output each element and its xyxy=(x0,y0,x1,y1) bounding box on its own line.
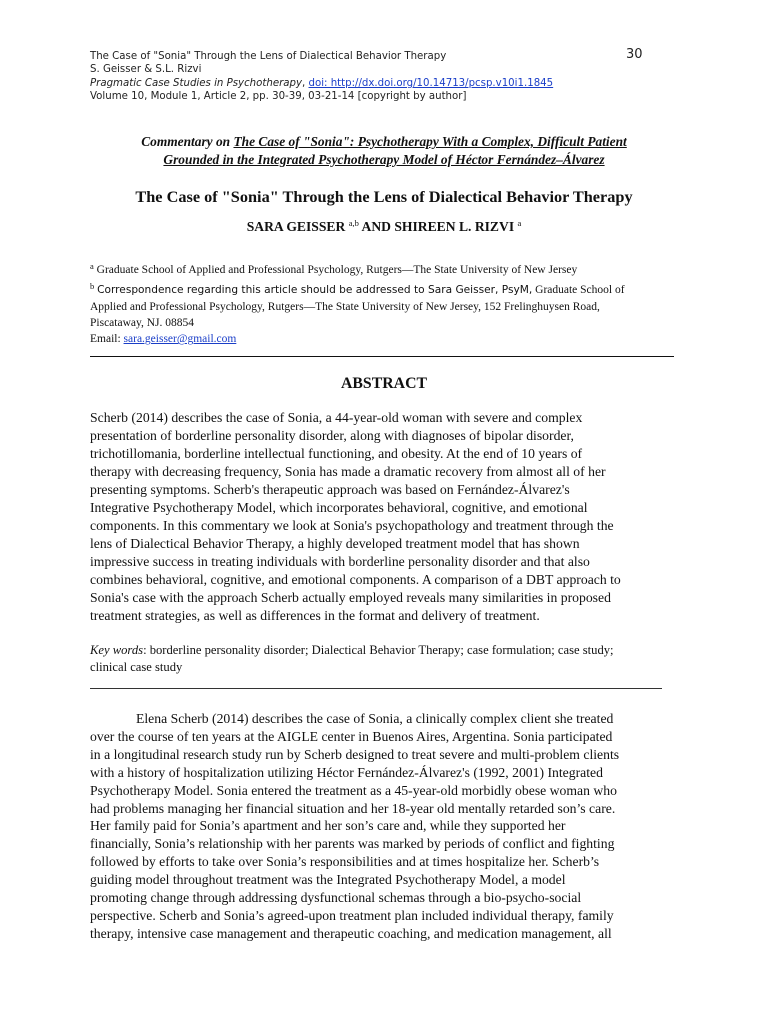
header-authors: S. Geisser & S.L. Rizvi xyxy=(90,64,202,76)
body-line: financially, Sonia’s relationship with her parents was marked by periods of conflict and fighting xyxy=(90,836,615,852)
header-volume: Volume 10, Module 1, Article 2, pp. 30-39, 03-21-14 [copyright by author] xyxy=(90,91,467,103)
body-line: therapy, intensive case management and therapeutic coaching, and medication management, all xyxy=(90,925,612,941)
abstract-divider xyxy=(90,688,662,689)
header-divider xyxy=(90,356,674,357)
correspondence-text-2: Graduate School of xyxy=(535,284,625,297)
correspondence-text: Correspondence regarding this article should be addressed to Sara Geisser, PsyM, xyxy=(97,284,533,297)
running-header xyxy=(90,50,650,104)
body-line: Psychotherapy Model. Sonia entered the treatment as a 45-year-old morbidly obese woman who xyxy=(90,782,617,798)
abstract-line: combines behavioral, cognitive, and emotional components. A comparison of a DBT approach to xyxy=(90,572,621,587)
abstract-line: presenting symptoms. Scherb's therapeutic approach was based on Fernández-Álvarez's xyxy=(90,482,570,497)
author-2-affiliation: a xyxy=(517,218,522,228)
body-line: had problems managing her financial situation and her 18-year old mentally retarded son’s care. xyxy=(90,800,616,816)
abstract-line: trichotillomania, borderline intellectual functioning, and obesity. At the end of 10 years of xyxy=(90,446,583,461)
commentary-title-line2: Grounded in the Integrated Psychotherapy Model of Héctor Fernández–Álvarez xyxy=(163,152,605,167)
abstract-line: lens of Dialectical Behavior Therapy, a highly developed treatment model that has shown xyxy=(90,536,580,551)
body-line: with a history of hospitalization utilizing Héctor Fernández-Álvarez's (1992, 2001) Integrated xyxy=(90,764,603,780)
doi-link[interactable]: doi: http://dx.doi.org/10.14713/pcsp.v10i1.1845 xyxy=(308,77,554,89)
commentary-title-line1: The Case of "Sonia": Psychotherapy With a Complex, Difficult Patient xyxy=(233,134,627,149)
body-line: in a longitudinal research study run by Scherb designed to treat severe and multi-problem clients xyxy=(90,746,620,762)
email-label: Email: xyxy=(90,333,121,346)
header-journal: Pragmatic Case Studies in Psychotherapy xyxy=(90,77,303,89)
intro-paragraph xyxy=(90,710,682,943)
abstract-line: presentation of borderline personality disorder, along with diagnoses of bipolar disorder, xyxy=(90,428,574,443)
email-link[interactable]: sara.geisser@gmail.com xyxy=(123,333,237,346)
affiliation-a-mark: a xyxy=(90,261,94,271)
header-article-title: The Case of "Sonia" Through the Lens of Dialectical Behavior Therapy xyxy=(90,51,447,62)
keywords-line1: : borderline personality disorder; Dialectical Behavior Therapy; case formulation; case study; xyxy=(143,643,614,657)
affiliation-b-mark: b xyxy=(90,281,95,292)
email-line xyxy=(90,331,680,347)
body-line: Her family paid for Sonia’s apartment and her son’s care and, while they supported her xyxy=(90,818,566,834)
keywords-line2: clinical case study xyxy=(90,659,183,674)
author-1-affiliation: a,b xyxy=(348,218,359,228)
body-line: Elena Scherb (2014) describes the case of Sonia, a clinically complex client she treated xyxy=(136,711,614,726)
affiliation-b xyxy=(90,278,680,298)
abstract-line: Sonia's case with the approach Scherb actually employed reveals many similarities in proposed xyxy=(90,590,611,605)
commentary-prefix: Commentary on xyxy=(141,134,231,149)
body-line: promoting change through addressing dysfunctional schemas through a bio-psycho-social xyxy=(90,890,582,906)
abstract-line: treatment strategies, as well as differences in the format and delivery of treatment. xyxy=(90,608,540,623)
correspondence-line2: Applied and Professional Psychology, Rutgers—The State University of New Jersey, 152 Frelinghuysen Road, xyxy=(90,300,600,313)
author-line xyxy=(90,218,678,235)
page-number: 30 xyxy=(626,47,643,62)
body-line: over the course of ten years at the AIGLE center in Buenos Aires, Argentina. Sonia participated xyxy=(90,728,613,744)
abstract-line: therapy with decreasing frequency, Sonia has made a dramatic recovery from almost all of her xyxy=(90,464,606,479)
abstract-line: Scherb (2014) describes the case of Sonia, a 44-year-old woman with severe and complex xyxy=(90,410,583,425)
affiliation-a xyxy=(90,258,680,278)
abstract-line: Integrative Psychotherapy Model, which incorporates behavioral, cognitive, and emotional xyxy=(90,500,588,515)
body-line: guiding model throughout treatment was the Integrated Psychotherapy Model, a model xyxy=(90,872,566,888)
abstract-heading: ABSTRACT xyxy=(340,375,428,392)
header-journal-line: Pragmatic Case Studies in Psychotherapy, doi: http://dx.doi.org/10.14713/pcsp.v10i1.1845 xyxy=(90,77,554,89)
body-line: followed by efforts to take over Sonia’s responsibilities and at times hospitalize her. Scherb’s xyxy=(90,854,600,870)
correspondence-line3: Piscataway, NJ. 08854 xyxy=(90,316,195,329)
abstract-body xyxy=(90,409,682,625)
commentary-heading xyxy=(90,133,678,169)
body-line: perspective. Scherb and Sonia’s agreed-upon treatment plan included individual therapy, family xyxy=(90,907,614,923)
affiliations xyxy=(90,258,680,347)
affiliation-a-text: Graduate School of Applied and Professional Psychology, Rutgers—The State University of New Jersey xyxy=(96,264,578,276)
author-1: SARA GEISSER xyxy=(246,219,346,234)
abstract-line: impressive success in treating individuals with borderline personality disorder and that also xyxy=(90,554,590,569)
article-title: The Case of "Sonia" Through the Lens of Dialectical Behavior Therapy xyxy=(135,187,633,206)
author-conjunction: AND xyxy=(361,219,391,234)
abstract-line: components. In this commentary we look at Sonia's psychopathology and treatment through the xyxy=(90,518,614,533)
keywords-label: Key words xyxy=(90,643,144,657)
author-2: SHIREEN L. RIZVI xyxy=(394,219,515,234)
keywords xyxy=(90,642,682,675)
